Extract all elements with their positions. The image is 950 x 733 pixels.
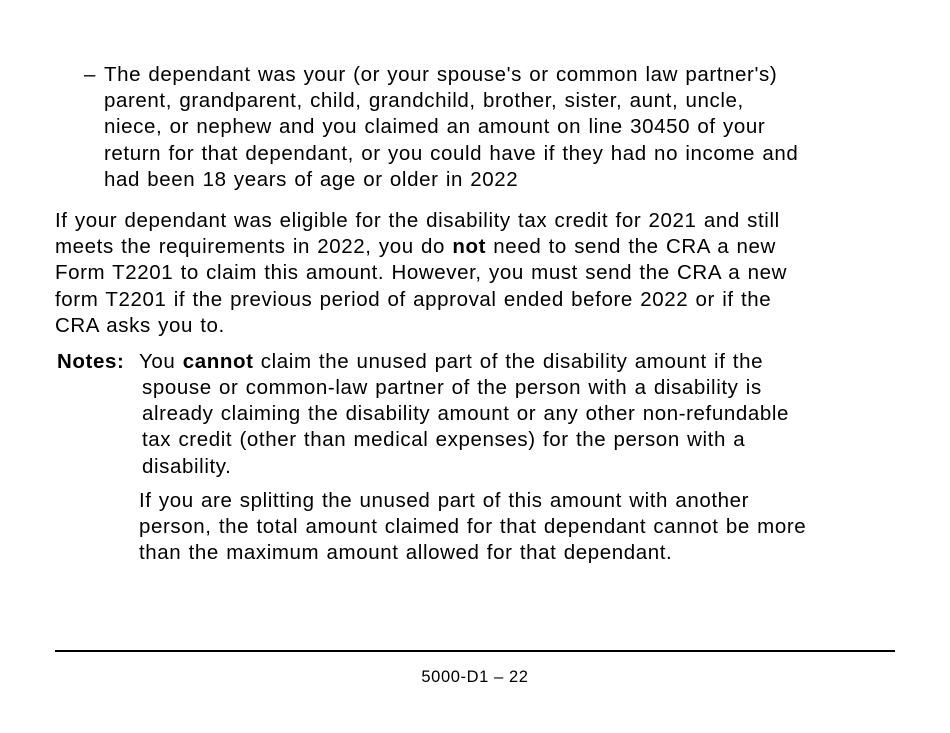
page-number: 5000-D1 – 22 xyxy=(421,668,529,686)
notes-line: disability. xyxy=(142,454,232,478)
notes-line: than the maximum amount allowed for that dependant. xyxy=(139,541,673,565)
paragraph-line: Form T2201 to claim this amount. However, you must send the CRA a new xyxy=(55,261,787,285)
notes-label: Notes: xyxy=(57,350,125,373)
paragraph-text: need to send the CRA a new xyxy=(486,235,776,259)
bullet-line: parent, grandparent, child, grandchild, brother, sister, aunt, uncle, xyxy=(104,89,744,113)
emphasis-cannot: cannot xyxy=(182,350,254,373)
bullet-line: had been 18 years of age or older in 2022 xyxy=(104,167,519,191)
bullet-dash: – xyxy=(84,63,96,86)
emphasis-not: not xyxy=(452,235,487,259)
notes-text: claim the unused part of the disability amount if the xyxy=(253,350,764,373)
notes-text: You xyxy=(139,350,183,373)
footer-divider xyxy=(55,650,895,652)
notes-line: spouse or common-law partner of the person with a disability is xyxy=(142,376,762,399)
paragraph-line: If your dependant was eligible for the disability tax credit for 2021 and still xyxy=(55,209,780,232)
paragraph-line xyxy=(55,234,915,260)
bullet-line: return for that dependant, or you could have if they had no income and xyxy=(104,141,799,165)
notes-line: If you are splitting the unused part of this amount with another xyxy=(139,489,750,512)
dependant-relationship-bullet xyxy=(104,62,904,193)
paragraph-text: meets the requirements in 2022, you do xyxy=(55,235,453,259)
notes-line: tax credit (other than medical expenses) for the person with a xyxy=(142,428,746,452)
t2201-paragraph xyxy=(55,208,915,339)
bullet-line: niece, or nephew and you claimed an amount on line 30450 of your xyxy=(104,115,766,139)
notes-line: already claiming the disability amount or any other non-refundable xyxy=(142,402,790,426)
paragraph-line: CRA asks you to. xyxy=(55,313,225,337)
notes-first-line xyxy=(139,349,919,375)
notes-line: person, the total amount claimed for that dependant cannot be more xyxy=(139,515,807,539)
notes-line xyxy=(139,349,919,375)
notes-first-continuation xyxy=(142,375,922,480)
paragraph-line: form T2201 if the previous period of approval ended before 2022 or if the xyxy=(55,287,772,311)
bullet-line: The dependant was your (or your spouse's or common law partner's) xyxy=(104,63,778,86)
notes-second-paragraph xyxy=(139,488,919,567)
